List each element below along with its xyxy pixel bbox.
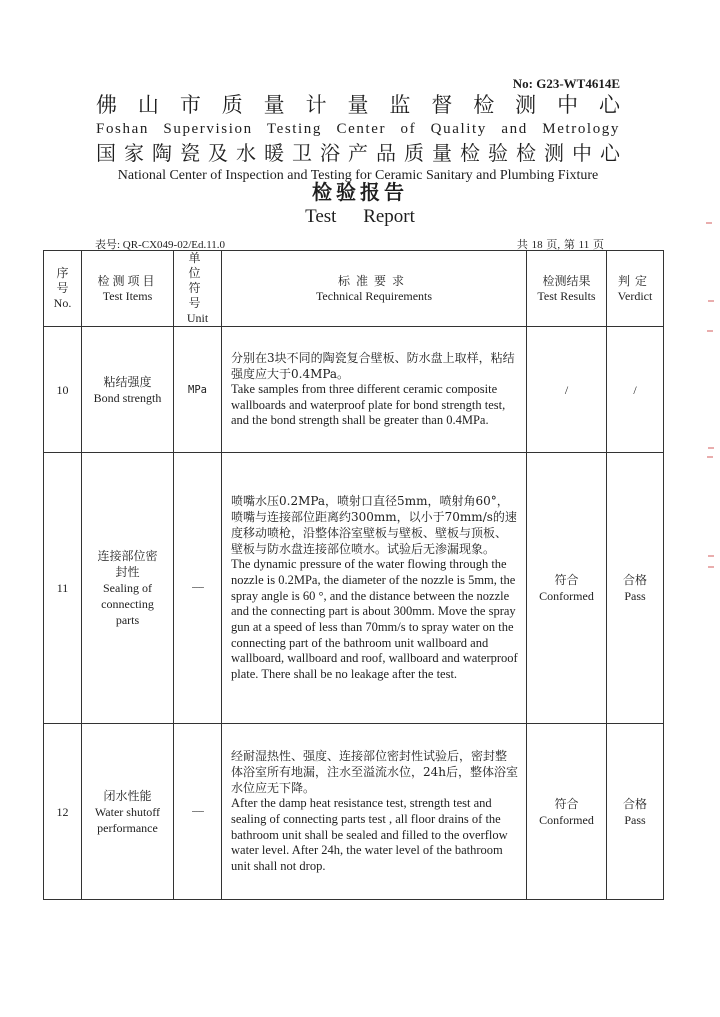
test-item: 连接部位密封性 Sealing of connecting parts <box>82 453 174 724</box>
row-number: 10 <box>44 327 82 453</box>
col-header-unit: 单位符号 Unit <box>174 251 222 327</box>
scan-artifact <box>707 456 713 458</box>
test-results-table <box>43 250 664 900</box>
unit-cell: ----- <box>174 453 222 724</box>
col-header-verdict: 判定 Verdict <box>607 251 664 327</box>
col-header-results: 检测结果 Test Results <box>527 251 607 327</box>
unit-cell: ----- <box>174 724 222 900</box>
center-name-cn: 佛山市质量计量监督检测中心 <box>96 93 620 117</box>
table-row <box>44 724 664 900</box>
row-number: 11 <box>44 453 82 724</box>
result-cell: 符合 Conformed <box>527 724 607 900</box>
table-row <box>44 327 664 453</box>
report-title-en: Test Report <box>305 206 415 227</box>
result-cell: 符合 Conformed <box>527 453 607 724</box>
col-header-items: 检测项目 Test Items <box>82 251 174 327</box>
row-number: 12 <box>44 724 82 900</box>
report-title-cn: 检验报告 <box>312 180 408 204</box>
center-name-en: Foshan Supervision Testing Center of Quality and Metrology <box>96 121 620 137</box>
scan-artifact <box>708 300 714 302</box>
table-row <box>44 453 664 724</box>
scan-artifact <box>708 566 714 568</box>
col-header-no: 序号 No. <box>44 251 82 327</box>
scan-artifact <box>706 222 712 224</box>
page-count: 共 18 页, 第 11 页 <box>516 239 604 251</box>
national-center-cn: 国家陶瓷及水暖卫浴产品质量检验检测中心 <box>96 141 620 165</box>
unit-cell: MPa <box>174 327 222 453</box>
scan-artifact <box>708 447 714 449</box>
test-item: 闭水性能 Water shutoff performance <box>82 724 174 900</box>
verdict-cell: / <box>607 327 664 453</box>
verdict-cell: 合格 Pass <box>607 453 664 724</box>
requirement-cell: 喷嘴水压0.2MPa，喷射口直径5mm，喷射角60°，喷嘴与连接部位距离约300mm，以小于70mm/s的速度移动喷枪，沿整体浴室壁板与壁板、壁板与顶板、壁板与防水盘连接部位喷水。试验后无渗漏现象。 The dynamic pressure of the water flowing through the nozzle is 0.2MPa, the diameter of the nozzle is 5mm, the spray angle is 60 °, and the distance between the nozzle and the connecting part is about 300mm. Move the spray gun at a speed of less than 70mm/s to spray water on the connecting part of the bathroom unit wallboard and wallboard, wallboard and roof, wallboard and waterproof plate. There shall be no leakage after the test. <box>222 453 527 724</box>
verdict-cell: 合格 Pass <box>607 724 664 900</box>
requirement-cell: 经耐湿热性、强度、连接部位密封性试验后，密封整体浴室所有地漏，注水至溢流水位，24h后，整体浴室水位应无下降。 After the damp heat resistance test, strength test and sealing of connecting parts test , all floor drains of the bathroom unit shall be sealed and filled to the overflow water level. After 24h, the water level of the bathroom unit shall not drop. <box>222 724 527 900</box>
scan-artifact <box>708 555 714 557</box>
test-item: 粘结强度 Bond strength <box>82 327 174 453</box>
report-number: No: G23-WT4614E <box>512 76 620 91</box>
national-center-en: National Center of Inspection and Testing for Ceramic Sanitary and Plumbing Fixture <box>117 168 599 183</box>
requirement-cell: 分别在3块不同的陶瓷复合壁板、防水盘上取样，粘结强度应大于0.4MPa。 Take samples from three different ceramic composite wallboards and waterproof plate for bond strength test, and the bond strength shall be greater than 0.4MPa. <box>222 327 527 453</box>
scan-artifact <box>707 330 713 332</box>
form-number: 表号: QR-CX049-02/Ed.11.0 <box>95 239 226 251</box>
table-header-row <box>44 251 664 327</box>
col-header-requirements: 标准要求 Technical Requirements <box>222 251 527 327</box>
result-cell: / <box>527 327 607 453</box>
